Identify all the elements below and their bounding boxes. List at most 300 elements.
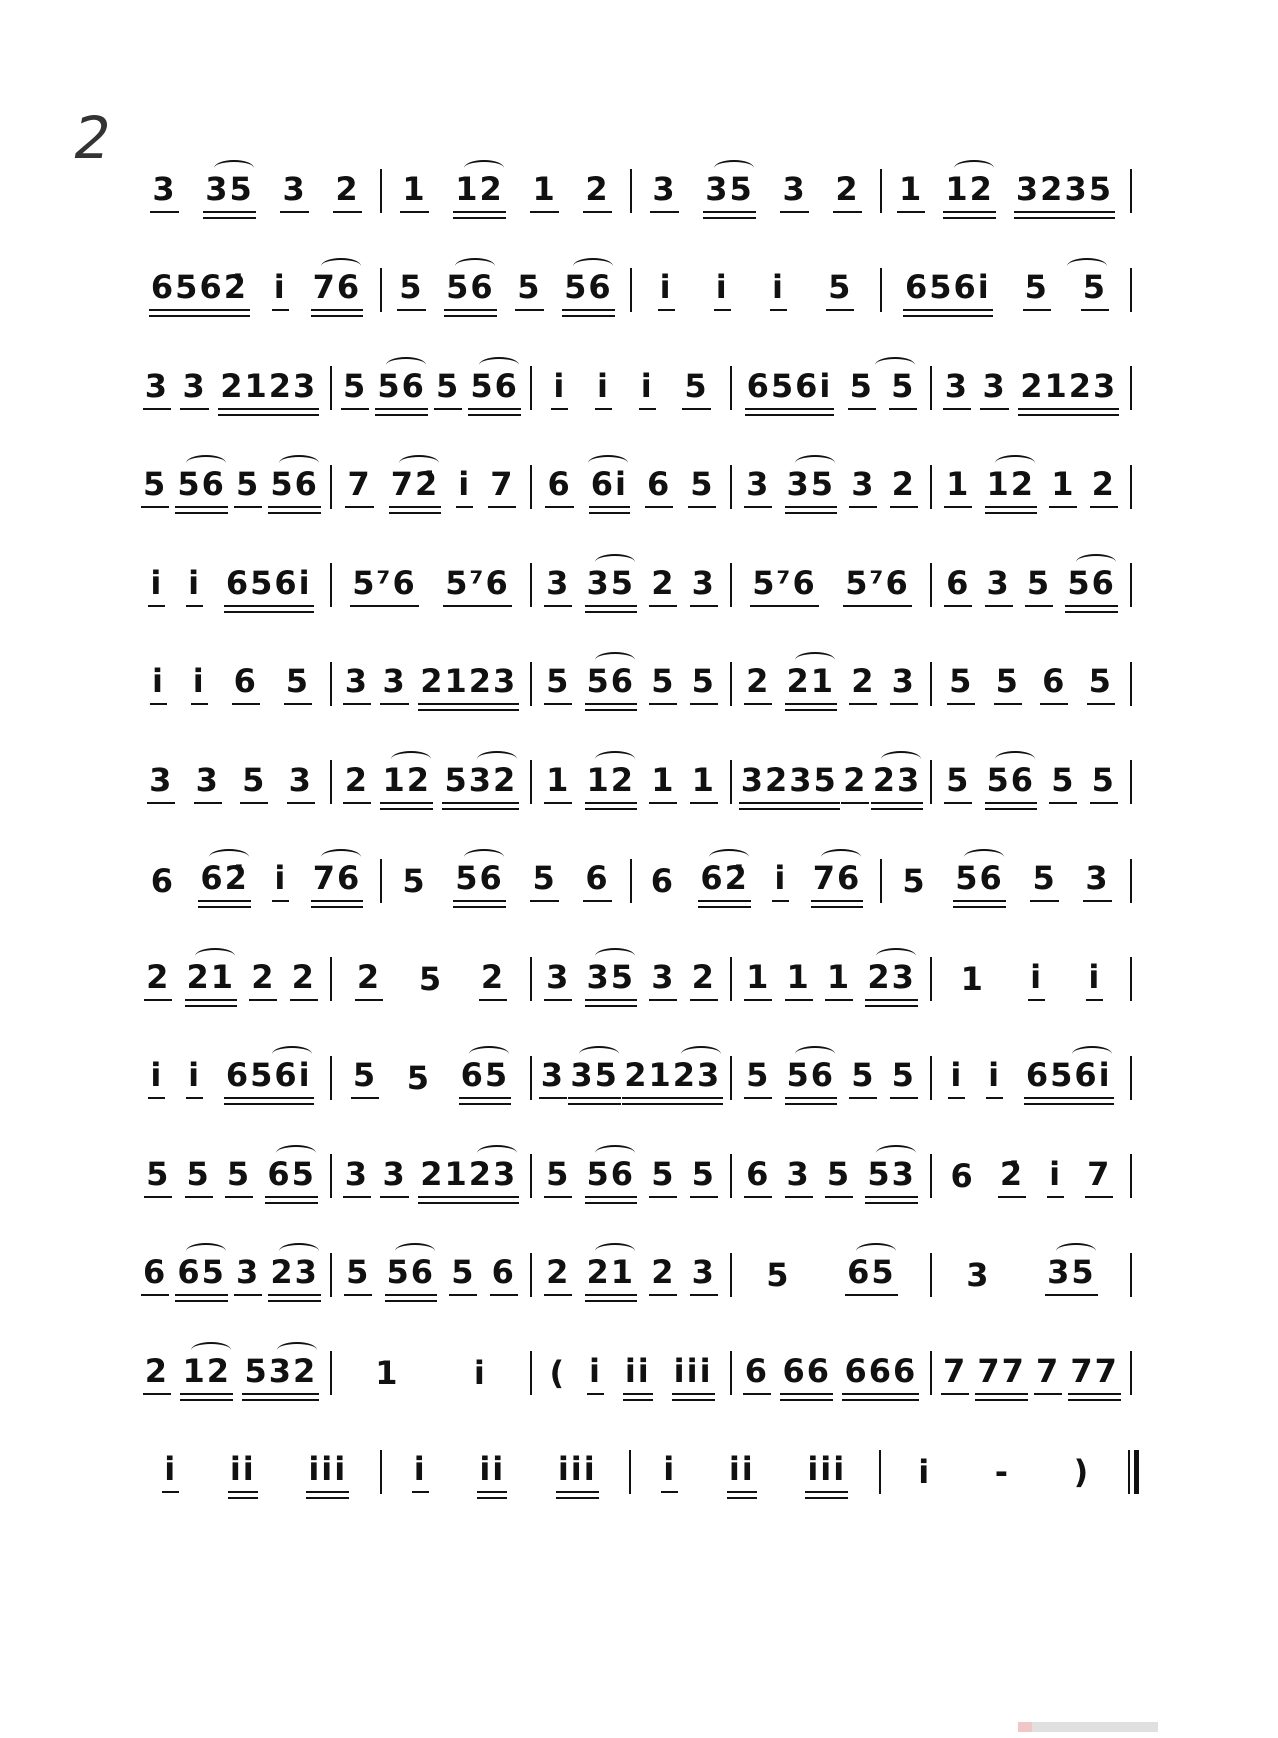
note-group: 1 — [400, 170, 428, 213]
note-group: 5 — [690, 1155, 718, 1198]
note-group: 5 — [544, 662, 572, 705]
note-group: 76 — [311, 859, 364, 902]
barline — [1130, 1253, 1132, 1297]
measure — [532, 1047, 730, 1109]
note-group: 3235 — [739, 761, 840, 804]
measure — [132, 357, 330, 419]
measure — [332, 456, 530, 518]
note-group: 12 — [180, 1352, 233, 1395]
note-group: i — [1086, 958, 1103, 1001]
measure — [132, 1145, 330, 1207]
note-group: 6 — [232, 662, 260, 705]
note-group: 5 — [649, 1155, 677, 1198]
note-group: i — [986, 1056, 1003, 1099]
note-group: i — [473, 1354, 487, 1392]
measure — [732, 554, 930, 616]
note-group: i — [272, 268, 289, 311]
note-group: 3 — [143, 367, 171, 410]
note-group: 7 — [488, 465, 516, 508]
note-group: 2 — [479, 958, 507, 1001]
measure — [932, 751, 1130, 813]
note-group: 1 — [944, 465, 972, 508]
note-group: 65 — [459, 1056, 512, 1099]
score-row — [132, 653, 1132, 752]
score-row — [132, 554, 1132, 653]
note-group: 1 — [1049, 465, 1077, 508]
note-group: 3 — [544, 564, 572, 607]
measure — [332, 948, 530, 1010]
score-row — [132, 850, 1132, 949]
score-row — [132, 259, 1132, 358]
note-group: 23 — [871, 761, 924, 804]
score-row — [132, 1244, 1132, 1343]
score-row — [132, 948, 1132, 1047]
note-group: iii — [556, 1450, 599, 1493]
note-group: 56 — [385, 1253, 438, 1296]
note-group: 6 — [743, 1352, 771, 1395]
note-group: 1 — [744, 958, 772, 1001]
note-group: 7 — [1085, 1155, 1113, 1198]
note-group: 1 — [690, 761, 718, 804]
score-row — [132, 1441, 1132, 1540]
note-group: 12 — [585, 761, 638, 804]
note-group: 5⁷6 — [843, 564, 912, 607]
note-group: 656i — [745, 367, 835, 410]
measure — [932, 1047, 1130, 1109]
note-group: 65 — [175, 1253, 228, 1296]
note-group: 5 — [515, 268, 543, 311]
note-group: 5 — [418, 960, 444, 998]
note-group: 76 — [811, 859, 864, 902]
note-group: 5 — [544, 1155, 572, 1198]
measure — [332, 653, 530, 715]
barline — [1130, 1154, 1132, 1198]
measure — [132, 259, 380, 321]
note-group: 3235 — [1014, 170, 1115, 213]
note-group: 5 — [341, 367, 369, 410]
note-group: 12 — [985, 465, 1038, 508]
note-group: ii — [477, 1450, 507, 1493]
note-group: 5⁷6 — [443, 564, 512, 607]
note-group: 3 — [280, 170, 308, 213]
note-group: 1 — [649, 761, 677, 804]
barline — [1130, 1056, 1132, 1100]
note-group: 2 — [333, 170, 361, 213]
note-group: 2 — [890, 465, 918, 508]
note-group: 2 — [249, 958, 277, 1001]
note-group: i — [1047, 1155, 1064, 1198]
note-group: 5 — [234, 465, 262, 508]
note-group: 2123 — [1018, 367, 1119, 410]
note-group: 3 — [943, 367, 971, 410]
note-group: 3 — [343, 662, 371, 705]
measure — [332, 554, 530, 616]
note-group: 3 — [539, 1056, 567, 1099]
note-group: 3 — [690, 564, 718, 607]
note-group: 3 — [785, 1155, 813, 1198]
note-group: - — [994, 1452, 1011, 1491]
note-group: ii — [727, 1450, 757, 1493]
note-group: i — [551, 367, 568, 410]
barline — [1130, 268, 1132, 312]
note-group: 6562̇ — [149, 268, 250, 311]
note-group: 56 — [785, 1056, 838, 1099]
note-group: 3 — [287, 761, 315, 804]
note-group: 56 — [985, 761, 1038, 804]
jianpu-score — [132, 160, 1132, 1539]
note-group: 3 — [147, 761, 175, 804]
score-row — [132, 1047, 1132, 1146]
note-group: 3 — [343, 1155, 371, 1198]
measure — [631, 1441, 879, 1503]
note-group: 2 — [690, 958, 718, 1001]
note-group: 3 — [690, 1253, 718, 1296]
measure — [932, 948, 1130, 1010]
measure — [932, 1244, 1130, 1306]
note-group: i — [150, 662, 167, 705]
note-group: 65 — [265, 1155, 318, 1198]
note-group: 3 — [780, 170, 808, 213]
note-group: ( — [549, 1354, 567, 1392]
note-group: i — [948, 1056, 965, 1099]
measure — [732, 456, 930, 518]
note-group: 5 — [402, 861, 427, 900]
note-group: 6 — [141, 1253, 169, 1296]
measure — [932, 1145, 1130, 1207]
note-group: i — [148, 1056, 165, 1099]
note-group: 2 — [649, 1253, 677, 1296]
note-group: 62̇ — [698, 859, 751, 902]
note-group: 35 — [703, 170, 756, 213]
note-group: 2 — [841, 761, 869, 804]
note-group: i — [714, 268, 731, 311]
note-group: 35 — [585, 564, 638, 607]
note-group: 6 — [1040, 662, 1068, 705]
note-group: 35 — [785, 465, 838, 508]
note-group: 2 — [544, 1253, 572, 1296]
note-group: 3 — [1083, 859, 1111, 902]
note-group: 1 — [530, 170, 558, 213]
measure — [532, 751, 730, 813]
note-group: 77 — [975, 1352, 1028, 1395]
note-group: iii — [805, 1450, 848, 1493]
note-group: 3 — [650, 170, 678, 213]
note-group: 56 — [1065, 564, 1118, 607]
note-group: i — [639, 367, 656, 410]
note-group: 656i — [903, 268, 993, 311]
note-group: 6i — [589, 465, 630, 508]
measure — [732, 1244, 930, 1306]
measure — [382, 259, 630, 321]
measure — [382, 850, 630, 912]
note-group: 5 — [649, 662, 677, 705]
note-group: 1 — [375, 1354, 400, 1392]
barline — [1130, 169, 1132, 213]
note-group: i — [148, 564, 165, 607]
measure — [732, 1145, 930, 1207]
barline — [1130, 366, 1132, 410]
note-group: 5 — [344, 1253, 372, 1296]
note-group: 65 — [845, 1253, 898, 1296]
note-group: 2 — [143, 1352, 171, 1395]
note-group: 2 — [1090, 465, 1118, 508]
note-group: 6 — [650, 861, 675, 900]
note-group: 7 — [1034, 1352, 1062, 1395]
page-number: 2 — [68, 104, 117, 172]
measure — [632, 850, 880, 912]
note-group: 6 — [545, 465, 573, 508]
note-group: i — [770, 268, 787, 311]
note-group: 3 — [985, 564, 1013, 607]
note-group: 2123 — [418, 662, 519, 705]
note-group: i — [456, 465, 473, 508]
note-group: 656i — [224, 564, 314, 607]
note-group: 5 — [449, 1253, 477, 1296]
note-group: 35 — [1045, 1253, 1098, 1296]
measure — [532, 1145, 730, 1207]
measure — [332, 751, 530, 813]
note-group: 6 — [150, 861, 175, 900]
measure — [732, 1047, 930, 1109]
note-group: 35 — [203, 170, 256, 213]
note-group: 6 — [583, 859, 611, 902]
measure — [132, 653, 330, 715]
note-group: 2 — [355, 958, 383, 1001]
note-group: 666 — [842, 1352, 919, 1395]
note-group: 3 — [180, 367, 208, 410]
score-row — [132, 357, 1132, 456]
barline — [1130, 760, 1132, 804]
note-group: i — [587, 1352, 604, 1395]
barline — [1130, 465, 1132, 509]
note-group: iii — [672, 1352, 715, 1395]
note-group: i — [186, 1056, 203, 1099]
note-group: 5 — [406, 1058, 431, 1097]
note-group: i — [658, 268, 675, 311]
note-group: 21 — [785, 662, 838, 705]
measure — [732, 751, 930, 813]
measure — [881, 1441, 1129, 1503]
note-group: 2 — [744, 662, 772, 705]
measure — [532, 554, 730, 616]
measure — [332, 1047, 530, 1109]
note-group: 6 — [944, 564, 972, 607]
measure — [332, 357, 530, 419]
measure — [382, 160, 630, 222]
note-group: 5 — [947, 662, 975, 705]
measure — [132, 751, 330, 813]
note-group: iii — [306, 1450, 349, 1493]
note-group: ii — [623, 1352, 653, 1395]
score-row — [132, 456, 1132, 555]
measure — [932, 554, 1130, 616]
note-group: 12 — [943, 170, 996, 213]
score-row — [132, 751, 1132, 850]
note-group: 56 — [453, 859, 506, 902]
note-group: 2 — [144, 958, 172, 1001]
note-group: 5 — [744, 1056, 772, 1099]
note-group: 5 — [1025, 564, 1053, 607]
score-row — [132, 1342, 1132, 1441]
note-group: 5 — [849, 1056, 877, 1099]
note-group: 3 — [194, 761, 222, 804]
note-group: 3 — [849, 465, 877, 508]
note-group: 6 — [950, 1157, 975, 1195]
note-group: 76 — [311, 268, 364, 311]
note-group: 1 — [897, 170, 925, 213]
barline — [1130, 859, 1132, 903]
note-group: 3 — [544, 958, 572, 1001]
note-group: 5 — [1081, 268, 1109, 311]
note-group: 5 — [1049, 761, 1077, 804]
measure — [132, 456, 330, 518]
measure — [532, 653, 730, 715]
measure — [632, 160, 880, 222]
note-group: 6 — [645, 465, 673, 508]
measure — [532, 948, 730, 1010]
note-group: 2 — [649, 564, 677, 607]
measure — [532, 456, 730, 518]
measure — [732, 948, 930, 1010]
note-group: 6 — [490, 1253, 518, 1296]
note-group: 656i — [1024, 1056, 1114, 1099]
measure — [932, 456, 1130, 518]
measure — [332, 1244, 530, 1306]
note-group: 56 — [375, 367, 428, 410]
note-group: 3 — [966, 1255, 991, 1294]
note-group: i — [191, 662, 208, 705]
measure — [632, 259, 880, 321]
note-group: 62̇ — [198, 859, 251, 902]
measure — [532, 357, 730, 419]
note-group: 2 — [343, 761, 371, 804]
note-group: 2 — [290, 958, 318, 1001]
note-group: 5 — [902, 861, 927, 900]
note-group: 532 — [242, 1352, 319, 1395]
note-group: i — [661, 1450, 678, 1493]
note-group: 5 — [994, 662, 1022, 705]
note-group: 2 — [583, 170, 611, 213]
note-group: i — [1028, 958, 1045, 1001]
barline — [1130, 563, 1132, 607]
note-group: 5 — [944, 761, 972, 804]
note-group: 656i — [224, 1056, 314, 1099]
note-group: 2̇ — [998, 1155, 1026, 1198]
measure — [882, 259, 1130, 321]
note-group: 3 — [380, 662, 408, 705]
note-group: 21 — [585, 1253, 638, 1296]
measure — [132, 1342, 330, 1404]
note-group: 56 — [585, 662, 638, 705]
measure — [132, 850, 380, 912]
note-group: 56 — [444, 268, 497, 311]
note-group: 2123 — [418, 1155, 519, 1198]
note-group: i — [412, 1450, 429, 1493]
note-group: 23 — [865, 958, 918, 1001]
measure — [132, 1047, 330, 1109]
note-group: 5 — [530, 859, 558, 902]
measure — [732, 653, 930, 715]
note-group: 12 — [380, 761, 433, 804]
note-group: 5 — [144, 1155, 172, 1198]
note-group: 3 — [649, 958, 677, 1001]
note-group: 5 — [434, 367, 462, 410]
note-group: 3 — [744, 465, 772, 508]
note-group: 5 — [185, 1155, 213, 1198]
note-group: 1 — [825, 958, 853, 1001]
note-group: 2123 — [218, 367, 319, 410]
note-group: 56 — [268, 465, 321, 508]
note-group: 7 — [941, 1352, 969, 1395]
barline — [1130, 957, 1132, 1001]
note-group: 5 — [1090, 761, 1118, 804]
measure — [132, 554, 330, 616]
note-group: 5 — [688, 465, 716, 508]
note-group: ii — [228, 1450, 258, 1493]
note-group: 12 — [453, 170, 506, 213]
note-group: 5⁷6 — [750, 564, 819, 607]
note-group: ) — [1073, 1452, 1091, 1491]
note-group: 5 — [1023, 268, 1051, 311]
note-group: 1 — [544, 761, 572, 804]
note-group: 2 — [849, 662, 877, 705]
note-group: 5 — [690, 662, 718, 705]
note-group: 3 — [380, 1155, 408, 1198]
note-group: 5 — [225, 1155, 253, 1198]
note-group: 5 — [848, 367, 876, 410]
note-group: 5 — [351, 1056, 379, 1099]
measure — [532, 1342, 730, 1404]
measure — [132, 948, 330, 1010]
measure — [882, 850, 1130, 912]
measure — [132, 1244, 330, 1306]
note-group: 1 — [960, 960, 985, 998]
note-group: 2123 — [622, 1056, 723, 1099]
note-group: 5 — [141, 465, 169, 508]
watermark — [1018, 1722, 1158, 1732]
note-group: 5 — [682, 367, 710, 410]
note-group: 5 — [397, 268, 425, 311]
note-group: 3 — [890, 662, 918, 705]
note-group: 56 — [953, 859, 1006, 902]
score-row — [132, 160, 1132, 259]
note-group: 56 — [468, 367, 521, 410]
note-group: 23 — [268, 1253, 321, 1296]
measure — [332, 1342, 530, 1404]
note-group: i — [272, 859, 289, 902]
measure — [132, 160, 380, 222]
note-group: 5 — [1087, 662, 1115, 705]
measure — [882, 160, 1130, 222]
score-row — [132, 1145, 1132, 1244]
note-group: 5 — [284, 662, 312, 705]
note-group: 1 — [785, 958, 813, 1001]
note-group: 5 — [1030, 859, 1058, 902]
final-barline — [1128, 1450, 1132, 1494]
measure — [932, 653, 1130, 715]
note-group: 77 — [1068, 1352, 1121, 1395]
measure — [732, 357, 930, 419]
note-group: 5 — [890, 1056, 918, 1099]
measure — [132, 1441, 380, 1503]
measure — [932, 357, 1130, 419]
note-group: 56 — [175, 465, 228, 508]
note-group: 5 — [889, 367, 917, 410]
measure — [932, 1342, 1130, 1404]
measure — [532, 1244, 730, 1306]
note-group: 5 — [766, 1255, 791, 1294]
barline — [1130, 662, 1132, 706]
